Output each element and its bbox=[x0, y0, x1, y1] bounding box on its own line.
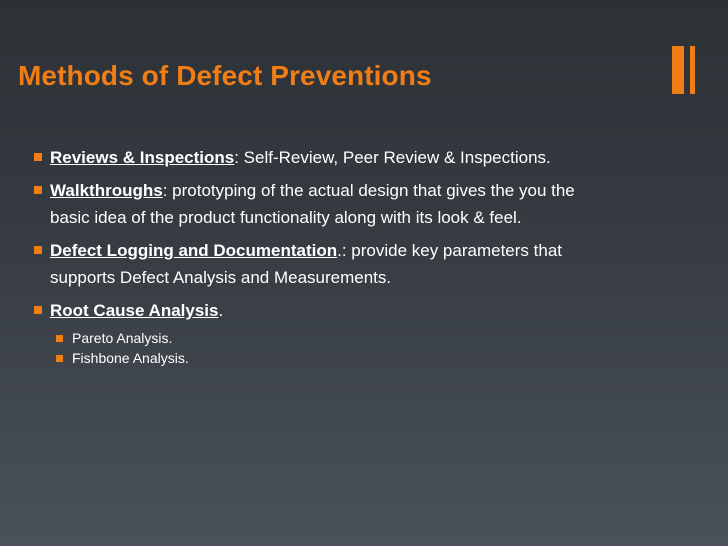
bullet-text: .: provide key parameters that supports Defect Analysis and Measurements. bbox=[50, 241, 562, 287]
bullet-defect-logging bbox=[34, 237, 614, 291]
logo-bar-thin bbox=[690, 46, 695, 94]
bullet-root-cause bbox=[34, 297, 614, 368]
square-bullet-icon bbox=[34, 306, 42, 314]
square-bullet-icon bbox=[34, 153, 42, 161]
sub-bullet-fishbone bbox=[56, 348, 614, 368]
bullet-text: . bbox=[218, 301, 224, 320]
bullet-text: : prototyping of the actual design that gives the you the basic idea of the product functionality along with its look & feel. bbox=[50, 181, 575, 227]
bullet-term: Defect Logging and Documentation bbox=[50, 241, 338, 260]
bullet-walkthroughs bbox=[34, 177, 614, 231]
square-bullet-icon bbox=[56, 355, 63, 362]
sub-bullet-text: Pareto Analysis. bbox=[72, 330, 173, 346]
sub-bullet-list bbox=[56, 328, 614, 368]
square-bullet-icon bbox=[56, 335, 63, 342]
square-bullet-icon bbox=[34, 246, 42, 254]
square-bullet-icon bbox=[34, 186, 42, 194]
slide-title: Methods of Defect Preventions bbox=[18, 60, 432, 91]
bullet-term: Root Cause Analysis bbox=[50, 301, 219, 320]
bullet-reviews bbox=[34, 144, 614, 171]
logo-bar-thick bbox=[672, 46, 684, 94]
bullet-term: Walkthroughs bbox=[50, 181, 163, 200]
bullet-list bbox=[34, 144, 614, 374]
sub-bullet-pareto bbox=[56, 328, 614, 348]
bullet-text: : Self-Review, Peer Review & Inspections. bbox=[234, 148, 551, 167]
theme-logo-icon bbox=[672, 46, 712, 94]
sub-bullet-text: Fishbone Analysis. bbox=[72, 350, 189, 366]
bullet-term: Reviews & Inspections bbox=[50, 148, 235, 167]
